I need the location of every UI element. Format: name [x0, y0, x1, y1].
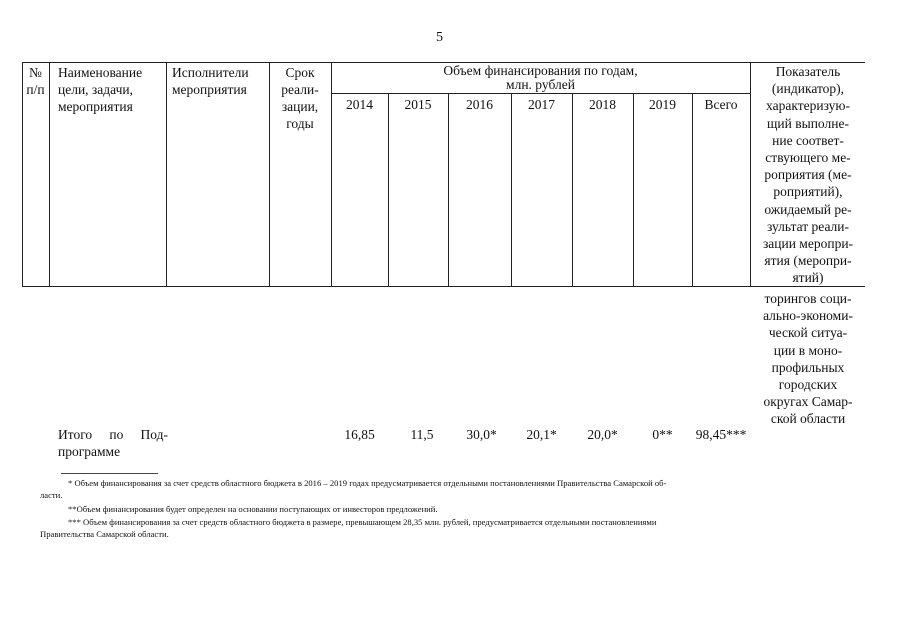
col-border-1	[49, 62, 50, 286]
year-2015: 2015	[404, 97, 432, 112]
header-funding-line2: млн. рублей	[506, 77, 575, 92]
header-indicator-line: зации меропри-	[762, 236, 854, 252]
col-border-2015	[448, 93, 449, 286]
header-funding	[331, 64, 750, 92]
header-indicator-line: ствующего ме-	[765, 150, 851, 166]
header-indicator-line: ятий)	[792, 270, 824, 286]
col-border-4	[331, 62, 332, 286]
col-border-2016	[511, 93, 512, 286]
continuation-line: округах Самар-	[763, 394, 853, 410]
page-number: 5	[436, 30, 443, 45]
header-indicator	[752, 63, 864, 287]
total-2017: 20,1*	[526, 427, 557, 442]
continuation-line: ции в моно-	[773, 342, 843, 358]
total-label-line2: программе	[58, 444, 121, 459]
continuation-line: ческой ситуа-	[768, 325, 848, 341]
header-funding-line1: Объем финансирования по годам,	[443, 63, 638, 78]
header-term-line: реали-	[281, 82, 319, 97]
header-term-line: годы	[286, 116, 314, 131]
total-2015: 11,5	[410, 427, 434, 442]
col-border-total	[750, 62, 751, 286]
footnote-separator	[61, 473, 158, 474]
total-label	[58, 426, 168, 460]
col-border-2014	[388, 93, 389, 286]
header-name-line: Наименование	[58, 65, 143, 80]
header-term-line: Срок	[285, 65, 315, 80]
col-border-2	[166, 62, 167, 286]
header-indicator-line: роприятия (ме-	[764, 167, 852, 183]
year-2019: 2019	[649, 97, 676, 112]
col-border-2019	[692, 93, 693, 286]
header-executors-line: мероприятия	[172, 82, 247, 97]
footnote-1-line2: ласти.	[40, 490, 63, 500]
header-term	[269, 64, 331, 132]
header-name	[58, 64, 166, 115]
continuation-line: профильных	[771, 359, 845, 375]
col-border-2017	[572, 93, 573, 286]
header-executors	[172, 64, 269, 98]
header-indicator-line: ние соответ-	[772, 132, 844, 148]
header-indicator-line: ожидаемый ре-	[764, 201, 852, 217]
header-indicator-line: Показатель	[775, 64, 841, 79]
header-indicator-line: зультат реали-	[766, 218, 850, 234]
years-row-top-border	[331, 93, 750, 94]
table-header-bottom-border	[22, 286, 865, 287]
footnote-1-line1: * Объем финансирования за счет средств областного бюджета в 2016 – 2019 годах предусматривается отдельными постановлениями Правительства Самарской об-	[68, 478, 667, 488]
header-indicator-line: (индикатор),	[771, 81, 845, 97]
header-indicator-line: ятия (меропри-	[764, 253, 852, 269]
year-2018: 2018	[589, 97, 616, 112]
footnote-3-line1: *** Объем финансирования за счет средств областного бюджета в размере, превышающем 28,35 млн. рублей, предусматривается отдельными постановлениями	[68, 517, 657, 527]
year-2016: 2016	[466, 97, 493, 112]
header-name-line: цели, задачи,	[58, 82, 133, 97]
year-2014: 2014	[346, 97, 373, 112]
header-indicator-line: характеризую-	[766, 98, 850, 114]
continuation-line: ально-экономи-	[763, 308, 853, 324]
year-total: Всего	[704, 97, 738, 112]
header-name-line: мероприятия	[58, 99, 133, 114]
header-term-line: зации,	[281, 99, 319, 114]
year-2017: 2017	[528, 97, 555, 112]
total-2019: 0**	[652, 427, 673, 442]
header-number-line2: п/п	[26, 82, 45, 97]
header-indicator-line: щий выполне-	[767, 115, 849, 131]
header-executors-line: Исполнители	[172, 65, 249, 80]
total-all-years: 98,45***	[695, 427, 747, 442]
continuation-line: торингов соци-	[764, 291, 852, 306]
footnote-3-line2: Правительства Самарской области.	[40, 529, 169, 539]
header-indicator-line: роприятий),	[773, 184, 843, 200]
header-number-line1: №	[29, 65, 42, 80]
continuation-line: городских	[778, 377, 838, 393]
total-label-line1: Итого по Под-	[58, 427, 168, 442]
header-number	[22, 64, 49, 98]
footnote-2: **Объем финансирования будет определен на основании поступающих от инвесторов предложений.	[68, 504, 438, 514]
continuation-line: ской области	[770, 411, 846, 427]
total-2018: 20,0*	[587, 427, 618, 442]
col-border-2018	[633, 93, 634, 286]
indicator-continuation	[752, 290, 864, 428]
total-2016: 30,0*	[466, 427, 497, 442]
total-2014: 16,85	[344, 427, 375, 442]
